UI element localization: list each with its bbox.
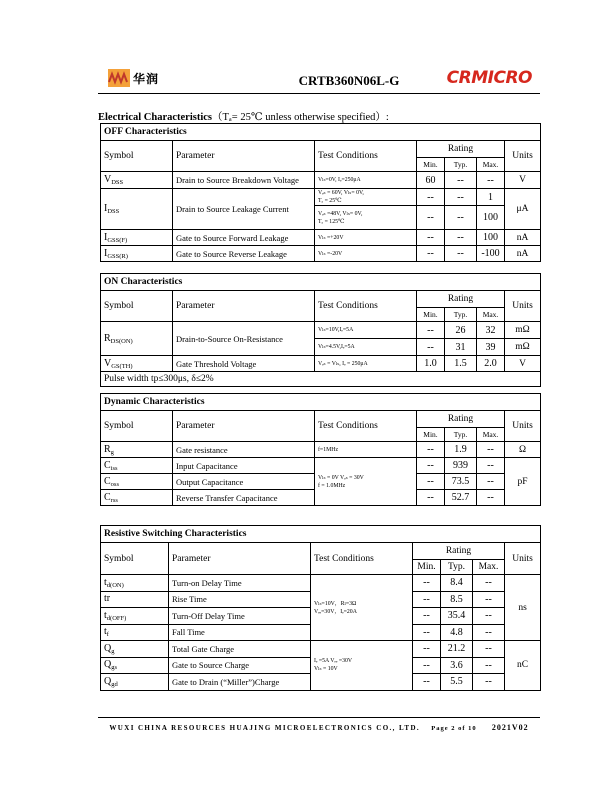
crmicro-logo [447, 68, 532, 88]
off-characteristics-table [100, 123, 541, 262]
header-divider [98, 93, 540, 94]
typ-value: 8.5 [441, 591, 473, 608]
typ-value: 5.5 [441, 674, 473, 691]
unit: Ω [505, 442, 541, 458]
test-condition: Vₗₛ = 10V [314, 666, 338, 673]
symbol-sub: g [110, 448, 114, 456]
min-value: -- [413, 575, 441, 592]
typ-value: 73.5 [445, 474, 477, 490]
max-value: -- [477, 490, 505, 506]
max-value: 2.0 [477, 356, 505, 372]
unit: mΩ [505, 339, 541, 356]
typ-value: -- [445, 246, 477, 262]
min-value: -- [417, 474, 445, 490]
parameter: Reverse Transfer Capacitance [173, 490, 315, 506]
parameter: Gate to Source Charge [169, 657, 311, 674]
max-value: 100 [477, 230, 505, 246]
col-symbol: Symbol [101, 141, 173, 172]
unit: nA [505, 246, 541, 262]
test-condition: f = 1.0MHz [318, 482, 346, 489]
on-characteristics-table [100, 273, 541, 387]
parameter: Fall Time [169, 624, 311, 641]
unit: μA [505, 189, 541, 230]
min-value: -- [413, 674, 441, 691]
symbol-sub: rss [110, 496, 118, 504]
table-row [101, 575, 541, 592]
test-condition: Vₑₛ = Vₗₛ, Iₑ = 250μA [315, 356, 417, 372]
page-header [98, 62, 540, 92]
typ-value: 1.9 [445, 442, 477, 458]
min-value: -- [413, 641, 441, 658]
col-typ: Typ. [445, 158, 477, 172]
min-value: -- [417, 246, 445, 262]
unit: nA [505, 230, 541, 246]
min-value: -- [417, 230, 445, 246]
symbol-sub: f [106, 631, 109, 639]
max-value: -- [477, 172, 505, 189]
min-value: -- [413, 624, 441, 641]
col-typ: Typ. [441, 560, 473, 575]
parameter: Drain to Source Leakage Current [173, 189, 315, 230]
document-version: 2021V02 [491, 723, 529, 732]
test-condition: Vₑₛ = 60V, Vₗₛ= 0V, [318, 190, 364, 196]
symbol: Q [104, 642, 112, 654]
col-symbol: Symbol [101, 291, 173, 322]
parameter: Gate resistance [173, 442, 315, 458]
max-value: -- [473, 575, 505, 592]
symbol-sub: iss [110, 464, 118, 472]
symbol-sub: GSS(R) [107, 252, 128, 260]
min-value: -- [417, 458, 445, 474]
table-row [101, 172, 541, 189]
col-max: Max. [477, 158, 505, 172]
heading-title: Electrical Characteristics [98, 112, 212, 123]
min-value: 60 [417, 172, 445, 189]
col-parameter: Parameter [173, 141, 315, 172]
symbol: R [104, 332, 111, 344]
max-value: -- [477, 442, 505, 458]
unit: mΩ [505, 322, 541, 339]
symbol-sub: d(ON) [106, 581, 124, 589]
parameter: Gate to Source Reverse Leakage [173, 246, 315, 262]
unit: ns [505, 575, 541, 641]
table-row [101, 189, 541, 206]
footer-divider [98, 717, 540, 718]
test-condition: Vₗₛ =-20V [315, 246, 417, 262]
max-value: -- [473, 608, 505, 625]
symbol: V [104, 174, 112, 185]
min-value: 1.0 [417, 356, 445, 372]
min-value: -- [417, 490, 445, 506]
test-condition: Vₗₛ=4.5V,Iₑ=5A [315, 339, 417, 356]
typ-value: -- [445, 189, 477, 206]
parameter: Gate Threshold Voltage [173, 356, 315, 372]
brand-name: CRMICRO [446, 68, 532, 88]
col-min: Min. [413, 560, 441, 575]
typ-value: 21.2 [441, 641, 473, 658]
symbol-sub: g [111, 647, 115, 655]
section-heading [98, 109, 389, 124]
col-typ: Typ. [445, 308, 477, 322]
min-value: -- [417, 339, 445, 356]
max-value: -- [473, 591, 505, 608]
col-rating: Rating [417, 141, 505, 158]
page-footer [98, 723, 540, 732]
max-value: -100 [477, 246, 505, 262]
typ-value: 31 [445, 339, 477, 356]
col-max: Max. [477, 428, 505, 442]
typ-value: 4.8 [441, 624, 473, 641]
col-test-conditions: Test Conditions [315, 141, 417, 172]
parameter: Turn-Off Delay Time [169, 608, 311, 625]
test-condition: Vₑₛ =48V, Vₗₛ= 0V, [318, 210, 363, 217]
test-condition: Vₗₛ=0V, Iₑ=250μA [315, 172, 417, 189]
symbol: Q [104, 675, 112, 687]
parameter: Drain-to-Source On-Resistance [173, 322, 315, 356]
typ-value: -- [445, 206, 477, 230]
col-test-conditions: Test Conditions [315, 411, 417, 442]
table-title: Resistive Switching Characteristics [101, 526, 541, 543]
col-parameter: Parameter [173, 291, 315, 322]
col-parameter: Parameter [169, 543, 311, 575]
col-max: Max. [473, 560, 505, 575]
table-row [101, 458, 541, 474]
table-title: OFF Characteristics [101, 124, 541, 141]
symbol: C [104, 475, 111, 487]
typ-value: 52.7 [445, 490, 477, 506]
col-test-conditions: Test Conditions [311, 543, 413, 575]
max-value: 32 [477, 322, 505, 339]
symbol: V [104, 357, 112, 369]
table-row [101, 230, 541, 246]
typ-value: 939 [445, 458, 477, 474]
footer-company: WUXI CHINA RESOURCES HUAJING MICROELECTRONICS CO., LTD. [109, 724, 421, 732]
symbol: t [104, 609, 107, 621]
unit: V [505, 356, 541, 372]
col-parameter: Parameter [173, 411, 315, 442]
col-symbol: Symbol [101, 543, 169, 575]
table-row [101, 641, 541, 658]
col-min: Min. [417, 308, 445, 322]
symbol: C [104, 491, 111, 503]
document-title: CRTB360N06L-G [298, 73, 400, 88]
symbol: tr [104, 593, 111, 605]
parameter: Output Capacitance [173, 474, 315, 490]
symbol: Q [104, 659, 112, 671]
min-value: -- [417, 206, 445, 230]
symbol: C [104, 459, 111, 471]
typ-value: -- [445, 230, 477, 246]
typ-value: 3.6 [441, 657, 473, 674]
test-condition: Iₑ =5A Vₑₑ =30V [314, 658, 353, 665]
parameter: Gate to Source Forward Leakage [173, 230, 315, 246]
table-row [101, 442, 541, 458]
min-value: -- [417, 189, 445, 206]
col-symbol: Symbol [101, 411, 173, 442]
unit: pF [505, 458, 541, 506]
test-condition: Vₗₛ = 0V Vₑₛ = 30V [318, 474, 364, 481]
page-number: Page 2 of 10 [431, 725, 477, 732]
test-condition: Vₗₛ =+20V [315, 230, 417, 246]
symbol-sub: DSS [111, 179, 124, 186]
col-min: Min. [417, 158, 445, 172]
heading-condition: （Tₐ= 25℃ unless otherwise specified）: [212, 112, 389, 123]
parameter: Drain to Source Breakdown Voltage [173, 172, 315, 189]
col-units: Units [505, 411, 541, 442]
symbol-sub: GSS(F) [107, 236, 128, 244]
symbol-sub: DS(ON) [110, 337, 133, 345]
test-condition: f=1MHz [315, 442, 417, 458]
table-row [101, 356, 541, 372]
pulse-note: Pulse width tp≤300μs, δ≤2% [101, 372, 541, 387]
parameter: Gate to Drain (“Miller”)Charge [169, 674, 311, 691]
symbol-sub: d(OFF) [106, 614, 127, 622]
max-value: 100 [477, 206, 505, 230]
max-value: -- [473, 674, 505, 691]
max-value: -- [473, 657, 505, 674]
parameter: Turn-on Delay Time [169, 575, 311, 592]
min-value: -- [413, 608, 441, 625]
min-value: -- [417, 442, 445, 458]
col-test-conditions: Test Conditions [315, 291, 417, 322]
symbol: I [104, 231, 108, 243]
col-units: Units [505, 141, 541, 172]
col-rating: Rating [417, 291, 505, 308]
test-condition: Tₐ = 25℃ [318, 198, 342, 204]
symbol-sub: gd [111, 680, 118, 688]
symbol: t [104, 626, 107, 638]
min-value: -- [417, 322, 445, 339]
typ-value: 8.4 [441, 575, 473, 592]
max-value: 39 [477, 339, 505, 356]
col-rating: Rating [413, 543, 505, 560]
max-value: -- [473, 641, 505, 658]
table-row [101, 322, 541, 339]
symbol: I [104, 247, 108, 259]
test-condition: Vₑₑ=30V，Iₑ=20A [314, 608, 357, 615]
typ-value: -- [445, 172, 477, 189]
min-value: -- [413, 657, 441, 674]
parameter: Input Capacitance [173, 458, 315, 474]
symbol-sub: DSS [107, 208, 120, 215]
test-condition: Tₐ = 125℃ [318, 218, 345, 225]
typ-value: 26 [445, 322, 477, 339]
table-title: ON Characteristics [101, 274, 541, 291]
col-units: Units [505, 543, 541, 575]
max-value: -- [473, 624, 505, 641]
test-condition: Vₗₛ=10V，Rₗ=3Ω [314, 600, 357, 607]
col-rating: Rating [417, 411, 505, 428]
unit: nC [505, 641, 541, 691]
dynamic-characteristics-table [100, 393, 541, 506]
table-row [101, 246, 541, 262]
col-units: Units [505, 291, 541, 322]
symbol-sub: GS(TH) [111, 362, 133, 370]
parameter: Total Gate Charge [169, 641, 311, 658]
typ-value: 35.4 [441, 608, 473, 625]
typ-value: 1.5 [445, 356, 477, 372]
col-min: Min. [417, 428, 445, 442]
max-value: 1 [477, 189, 505, 206]
resistive-switching-table [100, 525, 541, 691]
symbol: I [104, 203, 108, 214]
symbol-sub: oss [110, 480, 119, 488]
unit: V [505, 172, 541, 189]
symbol-sub: gs [111, 664, 118, 672]
col-typ: Typ. [445, 428, 477, 442]
col-max: Max. [477, 308, 505, 322]
max-value: -- [477, 458, 505, 474]
test-condition: Vₗₛ=10V,Iₑ=5A [315, 322, 417, 339]
symbol: R [104, 443, 111, 455]
min-value: -- [413, 591, 441, 608]
parameter: Rise Time [169, 591, 311, 608]
max-value: -- [477, 474, 505, 490]
company-name-cn: 华润 [133, 71, 160, 86]
table-title: Dynamic Characteristics [101, 394, 541, 411]
symbol: t [104, 576, 107, 588]
